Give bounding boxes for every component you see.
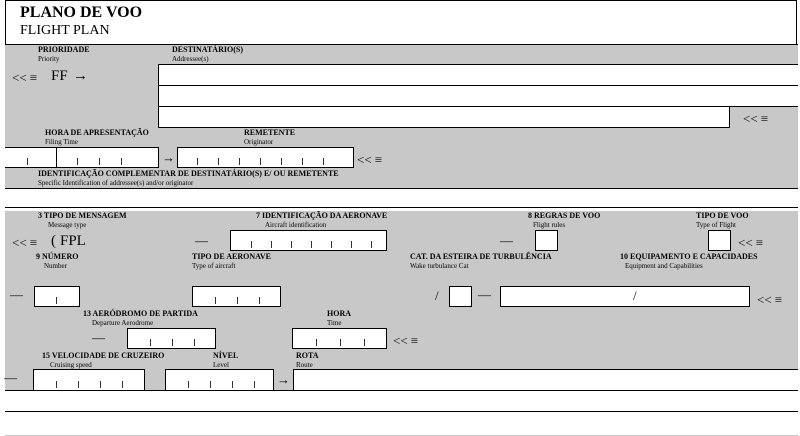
type-of-flight-sublabel: Type of Flight (696, 221, 736, 229)
time-sublabel: Time (327, 319, 342, 327)
level-field[interactable] (165, 369, 274, 391)
message-type-sublabel: Message type (48, 221, 87, 229)
end-symbol: << ≡ (738, 235, 764, 250)
equipment-field[interactable] (500, 286, 750, 307)
type-of-flight-field[interactable] (708, 230, 731, 251)
aircraft-type-field[interactable] (192, 286, 281, 307)
open-paren: ( (51, 233, 56, 249)
aircraft-id-label: 7 IDENTIFICAÇÃO DA AERONAVE (256, 211, 388, 220)
priority-sublabel: Priority (38, 55, 60, 63)
equipment-sublabel: Equipment and Capabilities (625, 262, 703, 270)
time-label: HORA (327, 309, 351, 318)
form-title-en: FLIGHT PLAN (20, 23, 110, 38)
aircraft-type-label: TIPO DE AERONAVE (192, 252, 271, 261)
message-type-label: 3 TIPO DE MENSAGEM (38, 211, 127, 220)
aircraft-type-sublabel: Type of aircraft (192, 262, 236, 270)
departure-sublabel: Departure Aerodrome (92, 319, 154, 327)
type-of-flight-label: TIPO DE VOO (696, 211, 749, 220)
dash-separator: — (500, 233, 513, 248)
wake-label: CAT. DA ESTEIRA DE TURBULÊNCIA (410, 252, 552, 261)
form-title-pt: PLANO DE VOO (20, 4, 143, 21)
addressee-field-2[interactable] (158, 85, 798, 107)
number-field[interactable] (34, 286, 80, 307)
aircraft-id-sublabel: Aircraft identification (265, 221, 327, 229)
end-symbol: << ≡ (357, 152, 383, 167)
filing-time-label: HORA DE APRESENTAÇÃO (45, 128, 149, 137)
departure-field[interactable] (127, 328, 216, 349)
addressee-field-1[interactable] (158, 64, 798, 86)
flight-rules-field[interactable] (535, 230, 558, 251)
start-of-message-symbol: << ≡ (12, 70, 38, 85)
route-field-2[interactable] (5, 390, 798, 412)
dash-separator: — (92, 330, 105, 345)
filing-time-sublabel: Filing Time (45, 138, 78, 146)
cruising-speed-sublabel: Cruising speed (50, 361, 92, 369)
arrow-icon: → (162, 150, 175, 165)
originator-field[interactable] (177, 147, 354, 168)
message-type-value: FPL (60, 233, 86, 249)
level-label: NÍVEL (213, 351, 239, 360)
priority-label: PRIORIDADE (38, 45, 90, 54)
route-sublabel: Route (296, 361, 313, 369)
wake-sublabel: Wake turbulance Cat (410, 262, 469, 270)
departure-label: 13 AERÓDROMO DE PARTIDA (83, 309, 198, 318)
route-field-1[interactable] (293, 369, 798, 391)
level-sublabel: Level (213, 361, 229, 369)
specific-id-label: IDENTIFICAÇÃO COMPLEMENTAR DE DESTINATÁRIO(S) E/ OU REMETENTE (38, 169, 339, 178)
number-sublabel: Number (44, 262, 67, 270)
dash-separator: — (4, 370, 17, 385)
aircraft-id-field[interactable] (230, 230, 387, 251)
originator-sublabel: Originator (244, 138, 274, 146)
route-field-3[interactable] (5, 411, 798, 435)
end-symbol: << ≡ (393, 333, 419, 348)
arrow-icon: → (73, 68, 88, 84)
addressee-field-3[interactable] (158, 106, 730, 128)
flight-rules-sublabel: Flight rules (533, 221, 566, 229)
addressee-sublabel: Addressee(s) (172, 55, 209, 63)
end-symbol: << ≡ (757, 292, 783, 307)
priority-value[interactable]: FF (51, 68, 68, 84)
originator-label: REMETENTE (244, 128, 296, 137)
filing-time-field[interactable] (5, 147, 159, 168)
start-of-message-symbol: << ≡ (12, 235, 38, 250)
dash-separator: — (10, 287, 23, 302)
addressee-label: DESTINATÁRIO(S) (172, 45, 243, 54)
equipment-label: 10 EQUIPAMENTO E CAPACIDADES (620, 252, 758, 261)
wake-field[interactable] (449, 286, 472, 307)
end-of-address-symbol: << ≡ (743, 111, 769, 126)
time-field[interactable] (292, 328, 387, 349)
specific-id-sublabel: Specific Identification of addressee(s) and/or originator (38, 179, 194, 187)
slash-separator: / (435, 288, 439, 303)
cruising-speed-label: 15 VELOCIDADE DE CRUZEIRO (42, 351, 165, 360)
route-label: ROTA (296, 351, 319, 360)
dash-separator: — (195, 233, 208, 248)
flight-rules-label: 8 REGRAS DE VOO (528, 211, 601, 220)
number-label: 9 NÚMERO (36, 252, 79, 261)
slash-separator: / (633, 288, 637, 303)
dash-separator: — (478, 287, 491, 302)
arrow-icon: → (277, 372, 290, 387)
cruising-speed-field[interactable] (33, 369, 145, 391)
specific-id-field[interactable] (5, 188, 798, 208)
